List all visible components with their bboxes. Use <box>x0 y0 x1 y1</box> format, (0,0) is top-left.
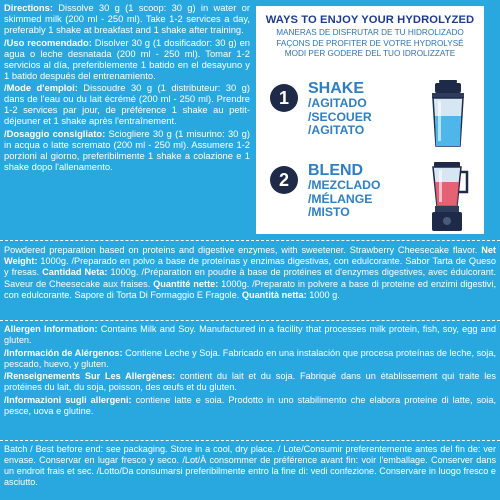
allergen-label-it: /Informazioni sugli allergeni: <box>4 395 132 406</box>
allergen-information <box>4 324 496 419</box>
description-es: /Preparado en polvo a base de proteínas y enzimas digestivas, con edulcorante. Sabor Tarta de Queso y fresas. <box>4 256 496 278</box>
allergen-es <box>4 348 496 370</box>
description-fr: /Préparation en poudre à base de protéines et d'enzymes digestives, avec édulcorant. Saveur de Cheesecake aux fraises. <box>4 267 497 289</box>
ways-to-enjoy-panel <box>256 6 484 234</box>
directions-label-en: Directions: <box>4 2 53 13</box>
directions-text-es: Disolver 30 g (1 dosificador: 30 g) en agua o leche desnatada (200 ml - 250 ml). Tomar 1-2 servicios al día, preferiblemente 1 batido en el desayuno y 1 batido después del entrenamiento. <box>4 36 250 81</box>
directions-fr <box>4 82 250 126</box>
directions-label-fr: /Mode d'emploi: <box>4 82 78 94</box>
allergen-label-en: Allergen Information: <box>4 324 98 334</box>
allergen-en <box>4 324 496 346</box>
net-weight-en: 1000g. <box>37 256 69 267</box>
step-shake-title: SHAKE <box>308 80 365 97</box>
net-weight-it: 1000 g. <box>306 289 340 300</box>
directions-en <box>4 2 250 35</box>
allergen-fr <box>4 371 496 393</box>
directions-text-en: Dissolve 30 g (1 scoop: 30 g) in water or skimmed milk (200 ml - 250 ml). Take 1-2 services a day, preferably 1 shake at breakfast and 1 shake after training. <box>4 2 250 36</box>
description-en: Powdered preparation based on proteins and digestive enzymes, with sweetener. Strawberry Cheesecake flavor. <box>4 245 478 255</box>
allergen-text-it: contiene latte e soia. Prodotto in uno stabilimento che elabora proteine di latte, soia, pesce, uova e glutine. <box>4 395 496 417</box>
net-weight-fr: 1000g. <box>218 278 250 289</box>
step-shake-es: /AGITADO <box>308 96 367 110</box>
step-shake-text <box>308 80 372 138</box>
section-divider-2 <box>0 320 500 321</box>
section-divider-1 <box>0 240 500 241</box>
directions-label-es: /Uso recomendado: <box>4 36 92 48</box>
shaker-bottle-icon <box>426 80 470 148</box>
allergen-it <box>4 395 496 417</box>
allergen-label-fr: /Renseignements Sur Les Allergènes: <box>4 371 176 382</box>
step-blend-fr: /MÉLANGE <box>308 191 373 206</box>
step-number-2: 2 <box>270 166 298 194</box>
panel-subtitle-fr: FAÇONS DE PROFITER DE VOTRE HYDROLYSÉ <box>276 38 464 48</box>
blender-icon <box>426 162 470 232</box>
directions-es <box>4 37 250 81</box>
directions-text-fr: Dissoudre 30 g (1 distributeur: 30 g) dans de l'eau ou du lait écrémé (200 ml - 250 ml). Prendre 1-2 services par jour, de préférence 1 shake au petit-déjeuner et 1 shake après l'entraînement. <box>4 82 250 127</box>
step-shake-it: /AGITATO <box>308 123 365 138</box>
directions-text-it: Sciogliere 30 g (1 misurino: 30 g) in acqua o latte scremato (200 ml - 250 ml). Assumere 1-2 porzioni al giorno, preferibilmente 1 shake a colazione e 1 shake dopo l'allenamento. <box>4 128 250 173</box>
directions-block <box>4 2 250 234</box>
panel-title: WAYS TO ENJOY YOUR HYDROLYZED <box>265 14 475 26</box>
allergen-label-es: /Información de Alérgenos: <box>4 347 123 358</box>
panel-subtitle-es: MANERAS DE DISFRUTAR DE TU HIDROLIZADO <box>276 28 464 37</box>
panel-subtitles <box>256 28 484 60</box>
step-blend-title: BLEND <box>308 162 364 179</box>
net-weight-es: 1000g. <box>107 267 139 278</box>
product-description <box>4 245 496 301</box>
batch-storage-info: Batch / Best before end: see packaging. Store in a cool, dry place. / Lote/Consumir preferentemente antes del fin de: ver envase. Conservar en lugar fresco y seco. /Lot/À consommer de préférence avant fin: voir l'emballage. Conserver dans un endroit frais et sec. /Lotto/Da consumarsi preferibilmente entro la fine di: vedi confezione. Conservare in luogo fresco e asciutto. <box>4 444 496 487</box>
allergen-text-en: Contains Milk and Soy. Manufactured in a facility that processes milk protein, fish, soy, egg and gluten. <box>4 324 496 346</box>
directions-it <box>4 128 250 172</box>
directions-label-it: /Dosaggio consigliato: <box>4 128 106 140</box>
section-divider-3 <box>0 440 500 441</box>
step-blend-it: /MISTO <box>308 205 350 220</box>
net-weight-label-es: Cantidad Neta: <box>42 267 108 278</box>
step-blend-text <box>308 162 380 220</box>
description-it: /Preparato in polvere a base di proteine ed enzimi digestivi, con edulcorante. Sapore di Torta Di Formaggio E Fragole. <box>4 278 496 300</box>
step-shake-fr: /SECOUER <box>308 109 372 124</box>
allergen-text-fr: contient du lait et du soja. Fabriqué dans un établissement qui traite les protéines du lait, du soja, poisson, des œufs et du gluten. <box>4 371 497 393</box>
panel-subtitle-it: MODI PER GODERE DEL TUO IDROLIZZATE <box>284 49 456 58</box>
step-number-1: 1 <box>270 84 298 112</box>
net-weight-label-fr: Quantité nette: <box>153 278 219 289</box>
net-weight-label-en: Net Weight: <box>4 245 496 267</box>
step-blend-es: /MEZCLADO <box>308 178 381 192</box>
net-weight-label-it: Quantità netta: <box>241 289 307 300</box>
allergen-text-es: Contiene Leche y Soja. Fabricado en una instalación que procesa proteínas de leche, soja, pescado, huevo, y gluten. <box>4 347 496 369</box>
